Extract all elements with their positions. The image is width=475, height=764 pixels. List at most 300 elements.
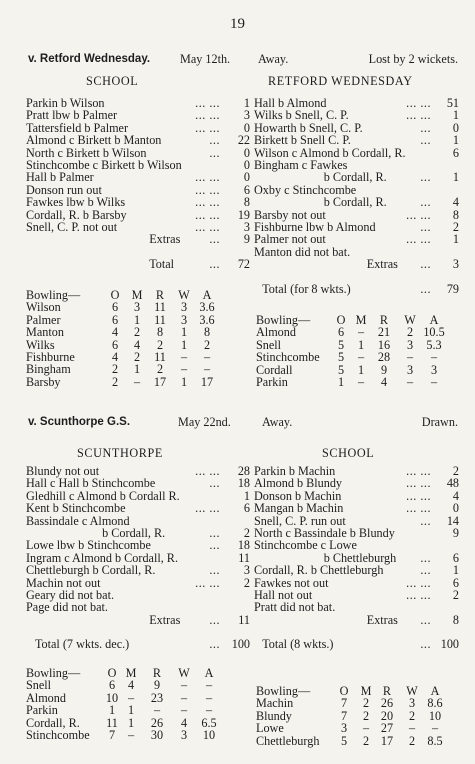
runs: 1 (243, 488, 250, 503)
bowling-figure: – (133, 374, 141, 389)
bowling-figure: 3 (340, 721, 348, 736)
bowling-row (26, 376, 254, 388)
bowling-figure: 8.5 (427, 733, 443, 748)
batting-row (254, 539, 459, 551)
batting-row (254, 601, 459, 613)
runs: 4 (452, 488, 459, 503)
bowling-figure: 26 (380, 696, 394, 711)
bowling-figure: – (406, 350, 414, 365)
leader-dots: ... (209, 476, 220, 491)
bowling-figure: 3 (406, 337, 414, 352)
bowler-name: Cordall (256, 362, 293, 377)
runs: 1 (243, 96, 250, 110)
bowling-row (256, 351, 460, 363)
match-venue: Away. (262, 415, 293, 429)
batsman-entry: Fawkes lbw b Wilks (26, 195, 126, 210)
batting-scorecard (26, 97, 250, 270)
batsman-entry: Hall b Almond (254, 96, 327, 110)
batting-row (254, 258, 459, 270)
batsman-entry: Wilks b Snell, C. P. (254, 108, 349, 123)
bowling-figure: – (357, 325, 365, 340)
leader-dots: ... (209, 145, 220, 160)
bowling-figure: 2 (362, 733, 370, 748)
bowling-figure: – (153, 703, 161, 718)
bowler-name: Wilks (26, 337, 55, 352)
runs: 2 (452, 587, 459, 602)
batsman-entry: Chettleburgh b Cordall, R. (26, 563, 156, 578)
batsman-entry: Birkett b Snell C. P. (254, 133, 351, 148)
leader-dots: ... (420, 219, 431, 234)
batsman-entry: Bingham c Fawkes (254, 157, 348, 172)
leader-dots: ... (420, 257, 431, 272)
bowling-figure: 4 (111, 325, 119, 340)
bowling-figure: – (180, 703, 188, 718)
batting-row (254, 502, 459, 514)
bowling-figure: – (180, 690, 188, 705)
batsman-entry: Gledhill c Almond b Cordall R. (26, 488, 180, 503)
bowling-figure: 17 (200, 374, 214, 389)
batting-row (26, 109, 250, 121)
bowling-figure: 3 (430, 362, 438, 377)
bowling-figure: 11 (106, 715, 118, 730)
bowling-row (256, 735, 460, 747)
batsman-entry: Manton did not bat. (254, 244, 351, 259)
bowling-figure: 10 (105, 690, 119, 705)
bowling-row (26, 679, 254, 691)
bowling-figure: – (127, 690, 135, 705)
runs: 1 (452, 170, 459, 185)
runs: 8 (452, 207, 459, 222)
bowling-figure: – (203, 349, 211, 364)
leader-dots: ... (209, 612, 220, 627)
bowling-figure: 1 (133, 362, 141, 377)
bowling-row (256, 697, 460, 709)
match-header (28, 52, 458, 70)
bowling-header-cell: A (204, 666, 214, 680)
bowler-name: Blundy (256, 708, 292, 723)
bowling-figure: 2 (408, 733, 416, 748)
runs: 6 (243, 501, 250, 516)
bowling-figure: 10 (202, 727, 216, 742)
runs: 79 (446, 281, 459, 296)
runs: 1 (452, 133, 459, 148)
runs: 1 (452, 108, 459, 123)
leader-dots: ... (209, 637, 220, 652)
runs: 6 (243, 182, 250, 197)
bowling-header-cell: W (178, 288, 190, 302)
bowling-header-cell: O (336, 313, 346, 327)
bowling-header-cell: O (107, 666, 117, 680)
batsman-entry: Total (8 wkts.) (262, 637, 334, 652)
batting-row (26, 258, 250, 270)
bowling-figure: 2 (406, 325, 414, 340)
bowling-row (256, 376, 460, 388)
bowling-figure: 9 (153, 678, 161, 693)
bowling-figure: 2 (156, 337, 164, 352)
bowling-header-cell: M (131, 288, 143, 302)
runs: 51 (446, 96, 459, 110)
bowler-name: Barsby (26, 374, 61, 389)
bowling-figure: 1 (108, 703, 116, 718)
bowling-header-cell: W (404, 313, 416, 327)
batsman-entry: Snell, C. P. run out (254, 513, 346, 528)
team-title: SCHOOL (322, 446, 375, 460)
leader-dots: ... (209, 525, 220, 540)
batsman-entry: Hall not out (254, 587, 313, 602)
batsman-entry: Blundy not out (26, 464, 100, 478)
bowling-figure: 7 (108, 727, 116, 742)
runs: 2 (452, 464, 459, 478)
runs: 1 (452, 232, 459, 247)
batsman-entry: Extras (149, 612, 181, 627)
bowling-figure: 6 (111, 300, 119, 315)
batsman-entry: Cordall, R. b Chettleburgh (254, 563, 384, 578)
bowler-name: Manton (26, 325, 64, 340)
batting-row (26, 196, 250, 208)
leader-dots: ... (209, 257, 220, 272)
leader-dots: ... (420, 563, 431, 578)
bowling-figure: 1 (127, 715, 135, 730)
runs: 2 (243, 525, 250, 540)
bowling-row (256, 326, 460, 338)
bowling-figure: – (362, 721, 370, 736)
batsman-entry: Extras (149, 232, 181, 247)
leader-dots: ... ... (195, 219, 220, 234)
bowling-figure: 8 (156, 325, 164, 340)
bowling-figure: 9 (380, 362, 388, 377)
batting-row (254, 171, 459, 183)
runs: 19 (237, 207, 250, 222)
batsman-entry: Total (7 wkts. dec.) (34, 637, 130, 652)
runs: 2 (452, 219, 459, 234)
runs: 11 (238, 550, 250, 565)
bowling-figure: 1 (133, 312, 141, 327)
bowler-name: Parkin (26, 703, 58, 718)
bowler-name: Wilson (26, 300, 61, 315)
batting-row (26, 171, 250, 183)
bowling-figure: 16 (377, 337, 391, 352)
batting-row (26, 539, 250, 551)
batsman-entry: Total (for 8 wkts.) (262, 281, 351, 296)
bowling-figure: 27 (380, 721, 394, 736)
leader-dots: ... (209, 133, 220, 148)
batting-row (254, 477, 459, 489)
leader-dots: ... (420, 513, 431, 528)
leader-dots: ... ... (406, 587, 431, 602)
batsman-entry: Stinchcombe c Birkett b Wilson (26, 157, 182, 172)
runs: 0 (243, 157, 250, 172)
runs: 8 (243, 195, 250, 210)
leader-dots: ... ... (406, 464, 431, 478)
runs: 72 (237, 257, 250, 272)
bowling-figure: 11 (154, 300, 166, 315)
match-opponent: v. Retford Wednesday. (28, 53, 151, 65)
batsman-entry: Bassindale c Almond (26, 513, 130, 528)
bowling-figure: 1 (127, 703, 135, 718)
batsman-entry: Geary did not bat. (26, 587, 114, 602)
match-result: Lost by 2 wickets. (368, 52, 458, 66)
bowler-name: Bingham (26, 362, 71, 377)
bowler-name: Chettleburgh (256, 733, 320, 748)
bowling-figure: 3 (133, 300, 141, 315)
leader-dots: ... (420, 637, 431, 652)
batting-row (26, 564, 250, 576)
batsman-entry: Oxby c Stinchcombe (254, 182, 357, 197)
runs: 0 (243, 145, 250, 160)
bowler-name: Fishburne (26, 349, 75, 364)
batting-row (254, 638, 459, 650)
bowling-figure: – (431, 721, 439, 736)
runs: 3 (243, 219, 250, 234)
bowling-figure: 17 (153, 374, 167, 389)
leader-dots: ... ... (195, 108, 220, 123)
batting-row (254, 233, 459, 245)
leader-dots: ... ... (195, 464, 220, 478)
bowling-figure: – (180, 349, 188, 364)
bowler-name: Cordall, R. (26, 715, 80, 730)
runs: 6 (452, 550, 459, 565)
bowling-header-cell: R (152, 666, 162, 680)
bowling-figure: 1 (357, 337, 365, 352)
bowling-figure: – (430, 350, 438, 365)
batsman-entry: b Cordall, R. (102, 525, 166, 540)
leader-dots: ... ... (195, 575, 220, 590)
batsman-entry: Mangan b Machin (254, 501, 344, 516)
leader-dots: ... ... (195, 182, 220, 197)
bowling-figure: 1 (337, 374, 345, 389)
runs: 1 (452, 563, 459, 578)
batting-scorecard (26, 465, 250, 651)
bowling-figure: 6.5 (201, 715, 217, 730)
bowler-name: Palmer (26, 312, 61, 327)
bowling-figure: 5.3 (426, 337, 442, 352)
bowling-header-cell: M (360, 684, 372, 698)
batting-row (254, 196, 459, 208)
batsman-entry: Pratt lbw b Palmer (26, 108, 118, 123)
bowler-name: Almond (26, 690, 66, 705)
leader-dots: ... ... (195, 207, 220, 222)
bowling-figure: – (180, 678, 188, 693)
runs: 28 (237, 464, 250, 478)
bowling-figure: 4 (133, 337, 141, 352)
bowling-figure: – (357, 350, 365, 365)
bowling-figure: – (205, 678, 213, 693)
batting-row (26, 502, 250, 514)
runs: 0 (452, 501, 459, 516)
match-date: May 22nd. (178, 415, 231, 429)
bowling-row (256, 722, 460, 734)
bowling-figure: 10.5 (423, 325, 445, 340)
runs: 2 (243, 575, 250, 590)
batting-row (254, 283, 459, 295)
batsman-entry: Ingram c Almond b Cordall, R. (26, 550, 178, 565)
batting-row (254, 564, 459, 576)
bowling-figure: 6 (337, 325, 345, 340)
leader-dots: ... ... (406, 501, 431, 516)
bowling-figure: – (430, 374, 438, 389)
leader-dots: ... (420, 170, 431, 185)
bowling-figure: 2 (133, 325, 141, 340)
bowling-figure: 4 (111, 349, 119, 364)
runs: 100 (440, 637, 459, 652)
match-opponent: v. Scunthorpe G.S. (28, 416, 131, 428)
batsman-entry: Pratt did not bat. (254, 600, 336, 615)
bowling-figure: 30 (150, 727, 164, 742)
bowling-figure: 5 (337, 362, 345, 377)
bowling-header-cell: W (178, 666, 190, 680)
bowling-figure: 2 (111, 362, 119, 377)
bowling-figure: 8.6 (427, 696, 443, 711)
bowling-figure: 5 (340, 733, 348, 748)
bowling-figure: – (205, 690, 213, 705)
batsman-entry: Donson b Machin (254, 488, 342, 503)
leader-dots: ... ... (195, 170, 220, 185)
batsman-entry: Donson run out (26, 182, 102, 197)
bowling-figure: 7 (340, 696, 348, 711)
bowling-figure: 5 (337, 350, 345, 365)
bowling-figure: 3 (408, 696, 416, 711)
bowling-figure: 8 (203, 325, 211, 340)
match-result: Drawn. (421, 415, 458, 429)
batsman-entry: Stinchcombe c Lowe (254, 538, 357, 553)
batting-row (26, 477, 250, 489)
leader-dots: ... (420, 550, 431, 565)
leader-dots: ... ... (195, 120, 220, 135)
batsman-entry: North c Birkett b Wilson (26, 145, 147, 160)
bowling-header-cell: W (406, 684, 418, 698)
bowling-figure: 11 (154, 349, 166, 364)
bowling-header-cell: O (339, 684, 349, 698)
batsman-entry: Hall b Palmer (26, 170, 94, 185)
page-number: 19 (230, 16, 245, 32)
bowler-name: Parkin (256, 374, 288, 389)
leader-dots: ... ... (195, 195, 220, 210)
bowler-name: Machin (256, 696, 294, 711)
batsman-entry: Parkin b Wilson (26, 96, 105, 110)
bowling-figure: 4 (127, 678, 135, 693)
bowling-figure: 3 (180, 727, 188, 742)
batsman-entry: b Cordall, R. (323, 170, 387, 185)
batsman-entry: Total (149, 257, 175, 272)
bowling-figure: 23 (150, 690, 164, 705)
bowling-row (26, 704, 254, 716)
runs: 9 (452, 525, 459, 540)
team-title: RETFORD WEDNESDAY (268, 74, 413, 88)
batsman-entry: b Cordall, R. (323, 195, 387, 210)
bowling-header-row (26, 667, 254, 679)
batsman-entry: Machin not out (26, 575, 101, 590)
bowling-figure: 6 (108, 678, 116, 693)
bowler-name: Lowe (256, 721, 284, 736)
bowling-figure: – (205, 703, 213, 718)
batting-row (26, 134, 250, 146)
bowler-name: Almond (256, 325, 296, 340)
bowling-figure: 3 (180, 312, 188, 327)
batsman-entry: Wilson c Almond b Cordall, R. (254, 145, 406, 160)
bowler-name: Stinchcombe (26, 727, 90, 742)
bowling-table (26, 667, 254, 741)
runs: 6 (452, 575, 459, 590)
bowling-header-cell: M (355, 313, 367, 327)
leader-dots: ... ... (406, 232, 431, 247)
batsman-entry: Hall c Hall b Stinchcombe (26, 476, 156, 491)
bowling-header-cell: R (382, 684, 392, 698)
bowling-figure: – (203, 362, 211, 377)
bowling-row (26, 301, 254, 313)
bowling-figure: 3 (406, 362, 414, 377)
bowling-figure: 2 (362, 696, 370, 711)
bowling-header-cell: O (110, 288, 120, 302)
bowling-header-cell: Bowling— (256, 313, 311, 327)
bowling-row (26, 363, 254, 375)
batsman-entry: Barsby not out (254, 207, 326, 222)
bowling-figure: – (127, 727, 135, 742)
batsman-entry: Almond b Blundy (254, 476, 343, 491)
bowling-figure: 17 (380, 733, 394, 748)
batsman-entry: Howarth b Snell, C. P. (254, 120, 363, 135)
leader-dots: ... (420, 195, 431, 210)
bowling-figure: 3.6 (199, 312, 215, 327)
batsman-entry: b Chettleburgh (323, 550, 397, 565)
bowling-figure: – (408, 721, 416, 736)
bowling-row (26, 729, 254, 741)
bowling-figure: 2 (362, 708, 370, 723)
bowling-figure: 3.6 (199, 300, 215, 315)
leader-dots: ... ... (406, 476, 431, 491)
leader-dots: ... (209, 538, 220, 553)
bowling-figure: 2 (111, 374, 119, 389)
batsman-entry: Fawkes not out (254, 575, 329, 590)
bowling-figure: 4 (180, 715, 188, 730)
leader-dots: ... ... (406, 108, 431, 123)
batsman-entry: Palmer not out (254, 232, 326, 247)
bowling-figure: 6 (111, 337, 119, 352)
bowling-figure: – (357, 374, 365, 389)
bowling-figure: 2 (156, 362, 164, 377)
bowling-figure: 1 (180, 325, 188, 340)
bowling-figure: 1 (180, 374, 188, 389)
batting-scorecard (254, 465, 459, 651)
bowling-figure: 2 (133, 349, 141, 364)
bowling-figure: 20 (380, 708, 394, 723)
batsman-entry: Parkin b Machin (254, 464, 336, 478)
runs: 6 (452, 145, 459, 160)
bowling-table (256, 685, 460, 747)
bowling-table (256, 314, 460, 388)
batting-row (254, 109, 459, 121)
bowling-figure: – (406, 374, 414, 389)
bowler-name: Snell (26, 678, 52, 693)
bowling-figure: 11 (154, 312, 166, 327)
batting-scorecard (254, 97, 459, 295)
match-date: May 12th. (180, 52, 231, 66)
match-venue: Away. (258, 52, 289, 66)
bowling-header-cell: M (125, 666, 137, 680)
bowler-name: Stinchcombe (256, 350, 320, 365)
bowling-figure: 5 (337, 337, 345, 352)
bowling-figure: 1 (180, 337, 188, 352)
bowling-header-cell: A (430, 684, 440, 698)
runs: 11 (238, 612, 250, 627)
batsman-entry: Almond c Birkett b Manton (26, 133, 162, 148)
leader-dots: ... (420, 120, 431, 135)
bowling-header-cell: A (202, 288, 212, 302)
bowling-figure: 10 (428, 708, 442, 723)
batting-row (254, 614, 459, 626)
bowling-figure: 21 (377, 325, 391, 340)
bowling-row (256, 710, 460, 722)
batsman-entry: Lowe lbw b Stinchcombe (26, 538, 151, 553)
